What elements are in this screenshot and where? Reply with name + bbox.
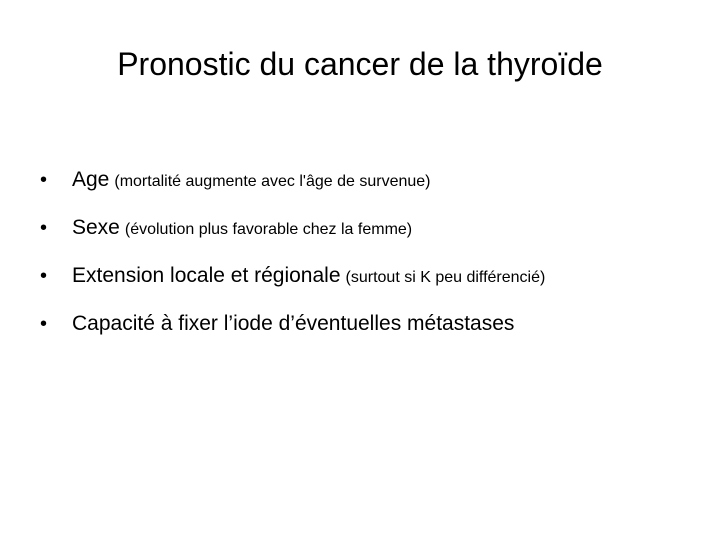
- bullet-note-text: (évolution plus favorable chez la femme): [124, 221, 413, 238]
- bullet-item: [40, 264, 710, 312]
- bullet-note-text: (mortalité augmente avec l'âge de survenue): [114, 173, 431, 190]
- bullet-item: [40, 312, 710, 360]
- bullet-item: [40, 168, 710, 216]
- bullet-list: [40, 168, 710, 360]
- bullet-marker: •: [40, 313, 48, 335]
- bullet-main-text: Extension locale et régionale: [72, 264, 341, 287]
- bullet-note-text: (surtout si K peu différencié): [345, 269, 546, 286]
- bullet-marker: •: [40, 265, 48, 287]
- bullet-marker: •: [40, 217, 48, 239]
- slide-title: Pronostic du cancer de la thyroïde: [117, 46, 603, 82]
- bullet-main-text: Age: [72, 168, 110, 191]
- bullet-item: [40, 216, 710, 264]
- bullet-marker: •: [40, 169, 48, 191]
- bullet-main-text: Capacité à fixer l’iode d’éventuelles métastases: [72, 312, 515, 335]
- bullet-main-text: Sexe: [72, 216, 120, 239]
